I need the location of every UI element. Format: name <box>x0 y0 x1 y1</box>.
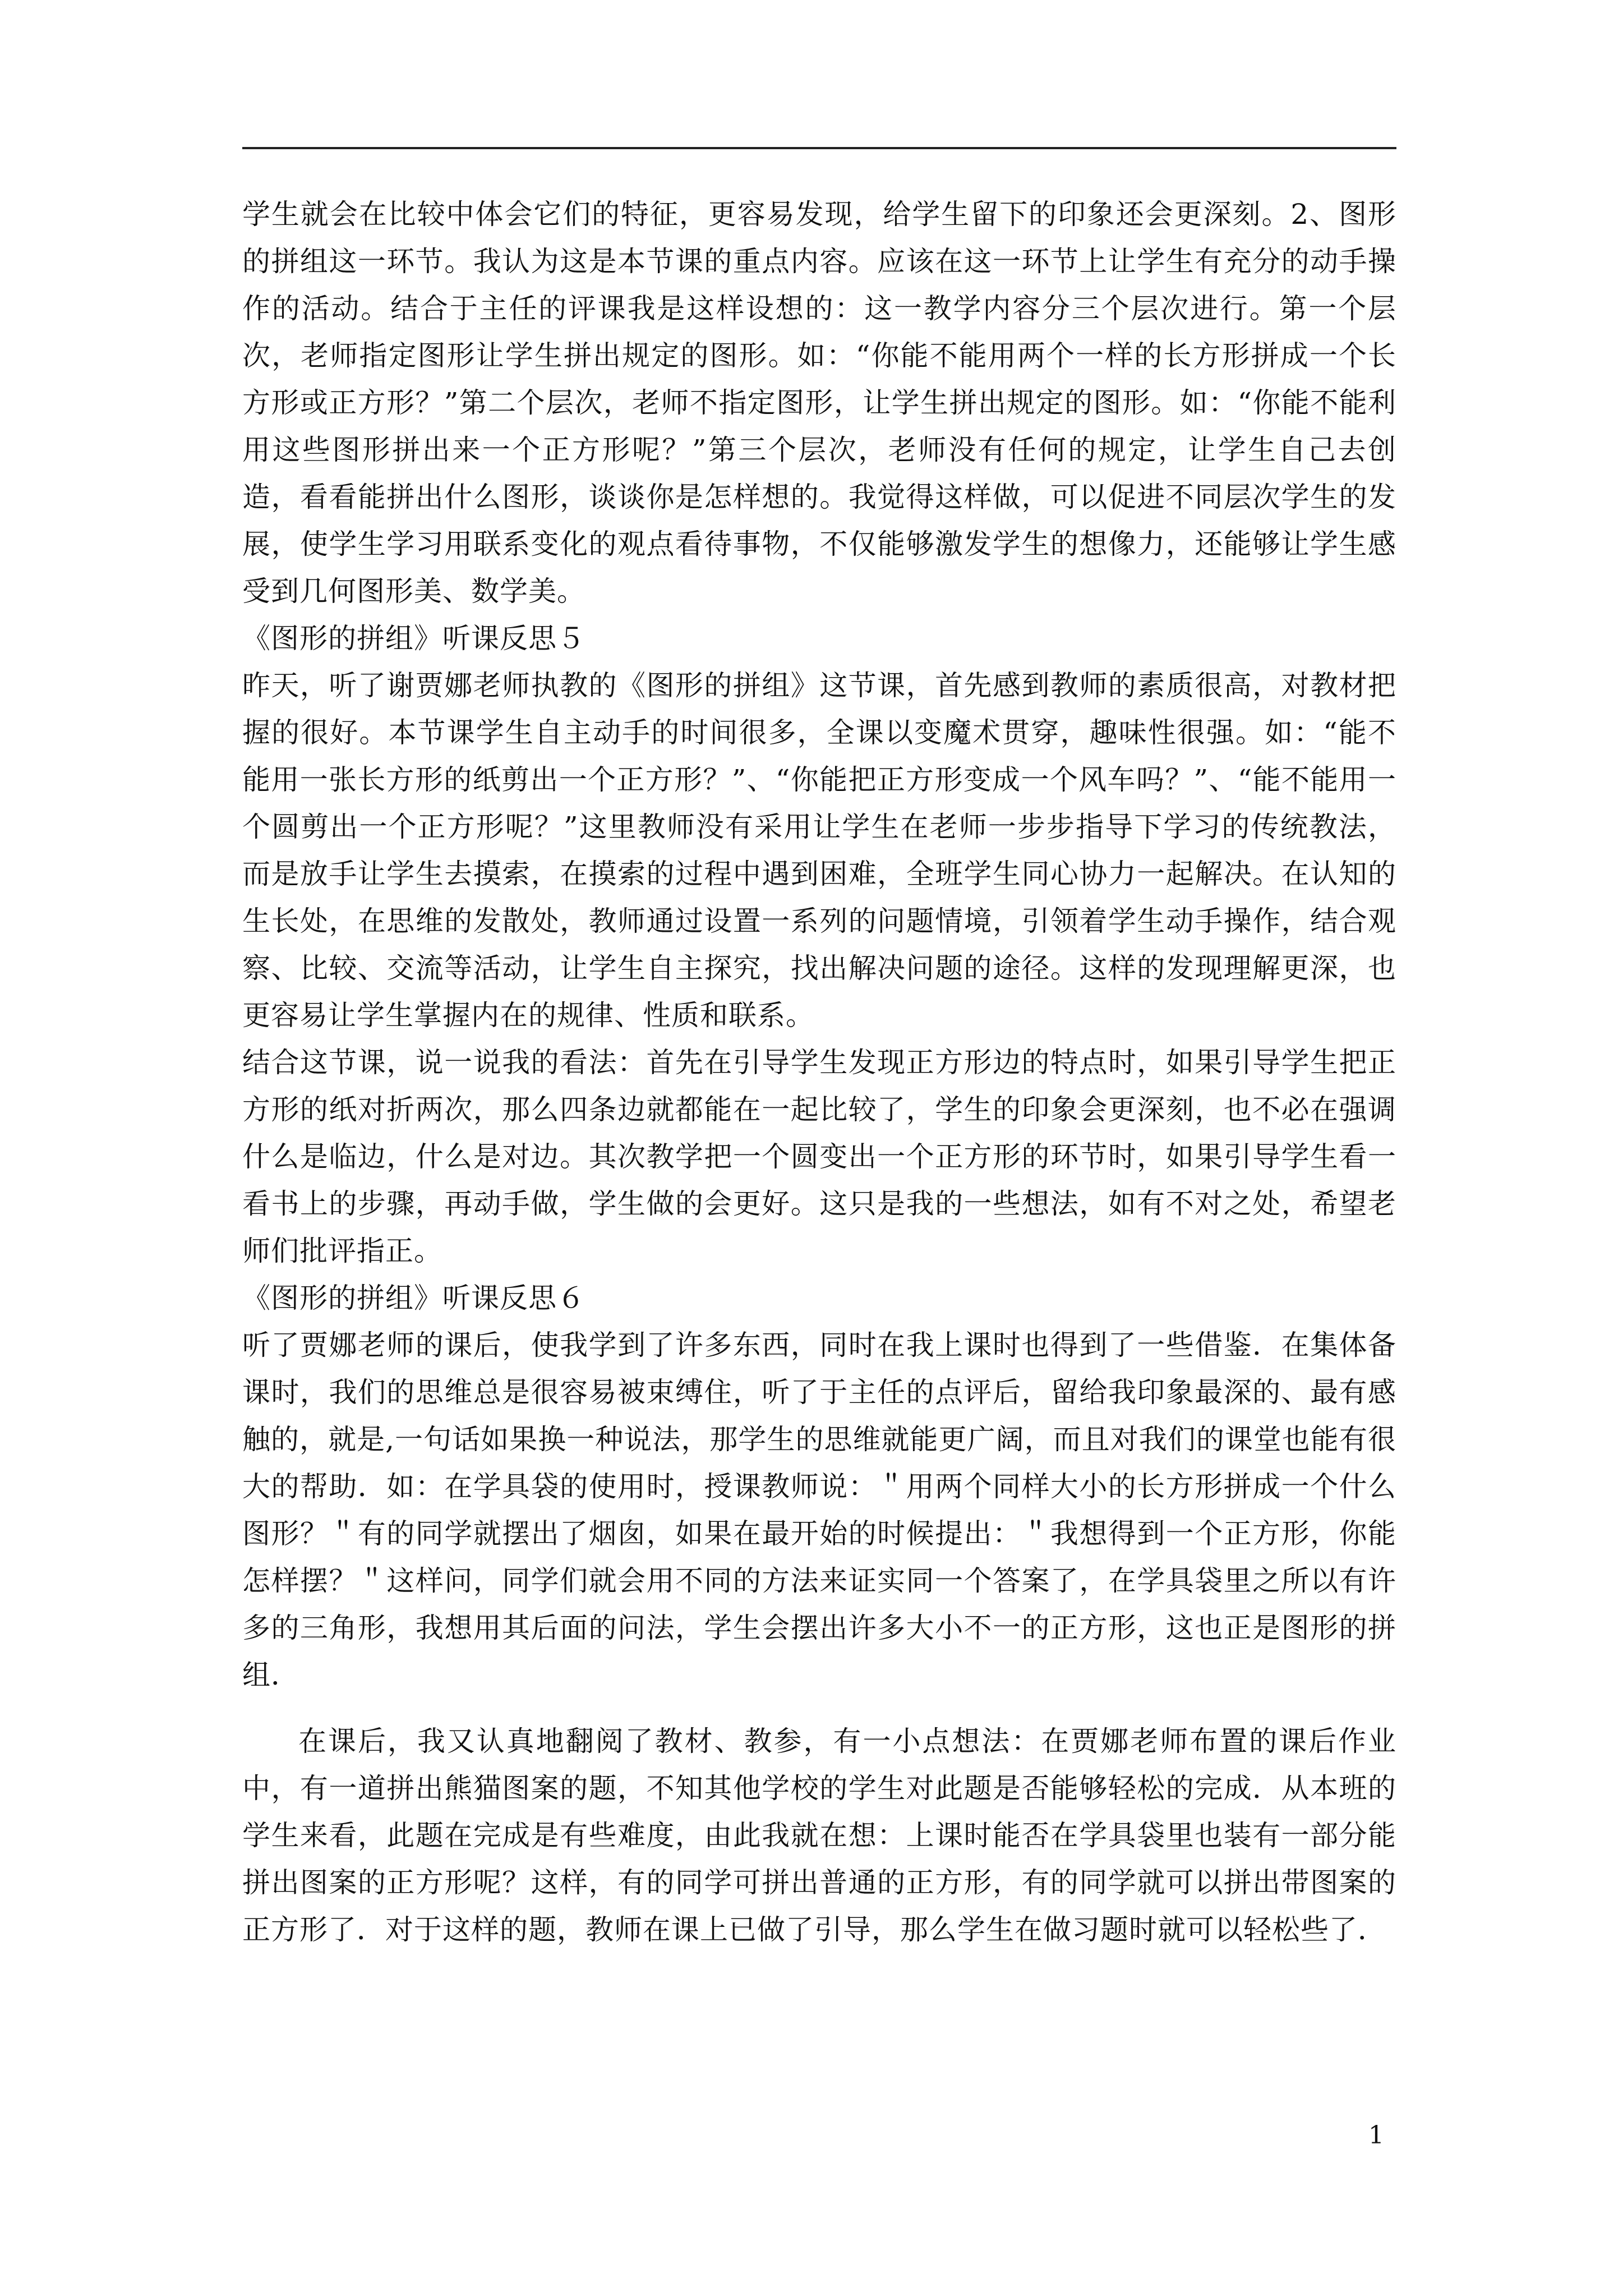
paragraph-review-5: 昨天，听了谢贾娜老师执教的《图形的拼组》这节课，首先感到教师的素质很高，对教材把握的很好。本节课学生自主动手的时间很多，全课以变魔术贯穿，趣味性很强。如：“能不能用一张长方形的纸剪出一个正方形？”、“你能把正方形变成一个风车吗？”、“能不能用一个圆剪出一个正方形呢？”这里教师没有采用让学生在老师一步步指导下学习的传统教法，而是放手让学生去摸索，在摸索的过程中遇到困难，全班学生同心协力一起解决。在认知的生长处，在思维的发散处，教师通过设置一系列的问题情境，引领着学生动手操作，结合观察、比较、交流等活动，让学生自主探究，找出解决问题的途径。这样的发现理解更深，也更容易让学生掌握内在的规律、性质和联系。 <box>242 669 1396 1032</box>
section-heading-6: 《图形的拼组》听课反思６ <box>242 1282 585 1314</box>
section-heading-5: 《图形的拼组》听课反思５ <box>242 622 585 655</box>
paragraph-continued: 学生就会在比较中体会它们的特征，更容易发现，给学生留下的印象还会更深刻。2、图形的拼组这一环节。我认为这是本节课的重点内容。应该在这一环节上让学生有充分的动手操作的活动。结合于主任的评课我是这样设想的：这一教学内容分三个层次进行。第一个层次，老师指定图形让学生拼出规定的图形。如：“你能不能用两个一样的长方形拼成一个长方形或正方形？”第二个层次，老师不指定图形，让学生拼出规定的图形。如：“你能不能利用这些图形拼出来一个正方形呢？”第三个层次，老师没有任何的规定，让学生自己去创造，看看能拼出什么图形，谈谈你是怎样想的。我觉得这样做，可以促进不同层次学生的发展，使学生学习用联系变化的观点看待事物，不仅能够激发学生的想像力，还能够让学生感受到几何图形美、数学美。 <box>242 198 1396 608</box>
paragraph-review-6: 听了贾娜老师的课后，使我学到了许多东西，同时在我上课时也得到了一些借鉴．在集体备课时，我们的思维总是很容易被束缚住，听了于主任的点评后，留给我印象最深的、最有感触的，就是,一句话如果换一种说法，那学生的思维就能更广阔，而且对我们的课堂也能有很大的帮助．如：在学具袋的使用时，授课教师说：＂用两个同样大小的长方形拼成一个什么图形？＂有的同学就摆出了烟囱，如果在最开始的时候提出：＂我想得到一个正方形，你能怎样摆？＂这样问，同学们就会用不同的方法来证实同一个答案了，在学具袋里之所以有许多的三角形，我想用其后面的问法，学生会摆出许多大小不一的正方形，这也正是图形的拼组． <box>242 1329 1396 1691</box>
page-number: 1 <box>1368 2121 1384 2150</box>
header-rule <box>242 147 1396 149</box>
paragraph-after-class: 在课后，我又认真地翻阅了教材、教参，有一小点想法：在贾娜老师布置的课后作业中，有一道拼出熊猫图案的题，不知其他学校的学生对此题是否能够轻松的完成．从本班的学生来看，此题在完成是有些难度，由此我就在想：上课时能否在学具袋里也装有一部分能拼出图案的正方形呢？这样，有的同学可拼出普通的正方形，有的同学就可以拼出带图案的正方形了．对于这样的题，教师在课上已做了引导，那么学生在做习题时就可以轻松些了． <box>242 1725 1396 1946</box>
document-body <box>242 191 1396 1953</box>
paragraph-opinion: 结合这节课，说一说我的看法：首先在引导学生发现正方形边的特点时，如果引导学生把正方形的纸对折两次，那么四条边就都能在一起比较了，学生的印象会更深刻，也不必在强调什么是临边，什么是对边。其次教学把一个圆变出一个正方形的环节时，如果引导学生看一看书上的步骤，再动手做，学生做的会更好。这只是我的一些想法，如有不对之处，希望老师们批评指正。 <box>242 1046 1396 1267</box>
